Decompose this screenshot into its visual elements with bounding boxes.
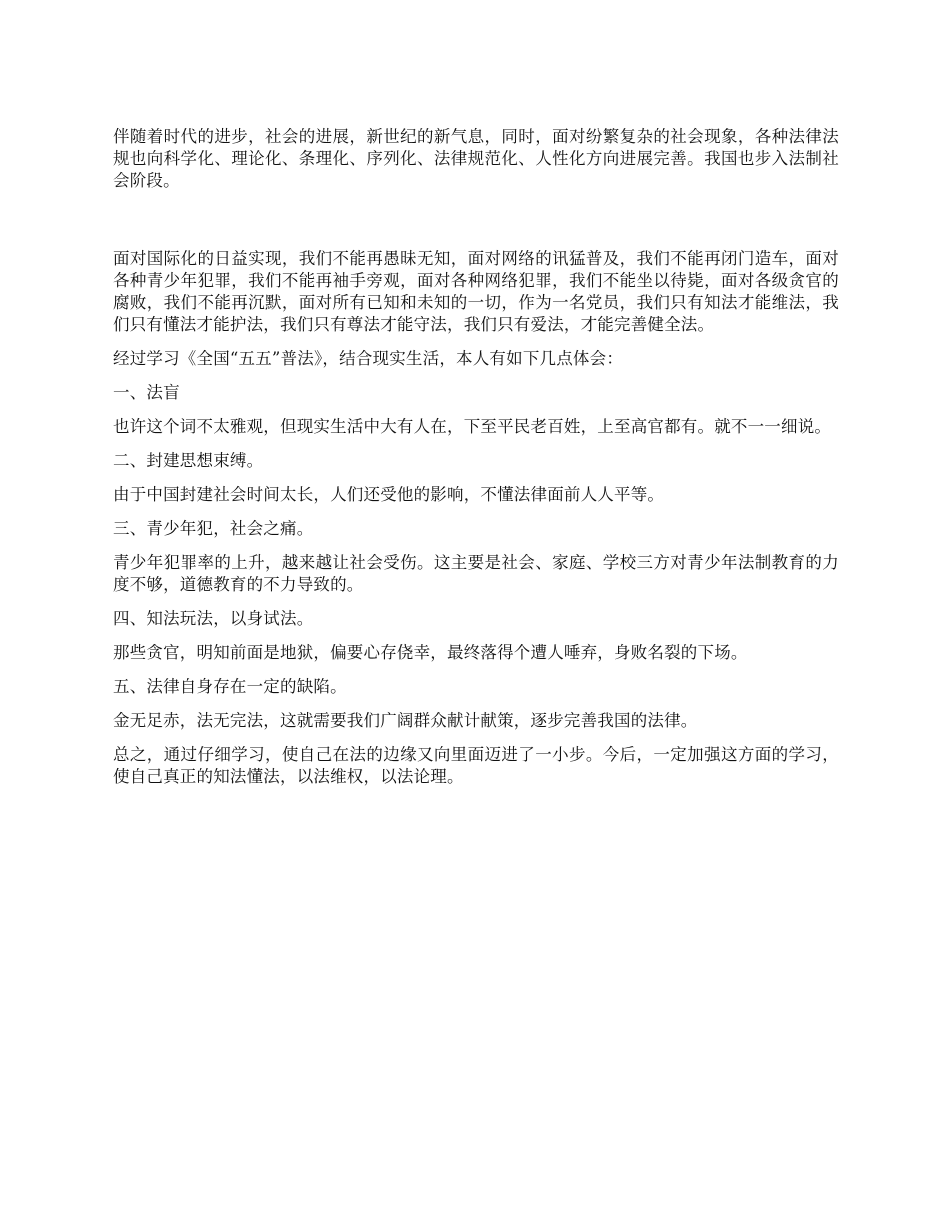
section-heading: 五、法律自身存在一定的缺陷。 bbox=[113, 677, 347, 696]
body-paragraph: 也许这个词不太雅观，但现实生活中大有人在，下至平民老百姓，上至高官都有。就不一一细说。 bbox=[113, 417, 832, 436]
intro-paragraph: 伴随着时代的进步，社会的进展，新世纪的新气息，同时，面对纷繁复杂的社会现象，各种法律法规也向科学化、理论化、条理化、序列化、法律规范化、人性化方向进展完善。我国也步入法制社会阶段。 bbox=[113, 127, 839, 190]
body-paragraph: 那些贪官，明知前面是地狱，偏要心存侥幸，最终落得个遭人唾弃，身败名裂的下场。 bbox=[113, 643, 748, 662]
body-paragraph: 金无足赤，法无完法，这就需要我们广阔群众献计献策，逐步完善我国的法律。 bbox=[113, 711, 698, 730]
section-heading: 三、青少年犯，社会之痛。 bbox=[113, 519, 314, 538]
document-body bbox=[113, 126, 839, 800]
section-heading: 一、法盲 bbox=[113, 383, 180, 402]
section-heading: 四、知法玩法，以身试法。 bbox=[113, 609, 314, 628]
body-paragraph: 经过学习《全国“五五”普法》，结合现实生活，本人有如下几点体会： bbox=[113, 349, 624, 368]
body-paragraph: 面对国际化的日益实现，我们不能再愚昧无知，面对网络的讯猛普及，我们不能再闭门造车，面对各种青少年犯罪，我们不能再袖手旁观，面对各种网络犯罪，我们不能坐以待毙，面对各级贪官的腐败，我们不能再沉默，面对所有已知和未知的一切，作为一名党员，我们只有知法才能维法，我们只有懂法才能护法，我们只有尊法才能守法，我们只有爱法，才能完善健全法。 bbox=[113, 249, 839, 334]
section-heading: 二、封建思想束缚。 bbox=[113, 451, 264, 470]
conclusion-paragraph: 总之，通过仔细学习，使自己在法的边缘又向里面迈进了一小步。今后，一定加强这方面的学习，使自己真正的知法懂法，以法维权，以法论理。 bbox=[113, 745, 839, 786]
body-paragraph: 青少年犯罪率的上升，越来越让社会受伤。这主要是社会、家庭、学校三方对青少年法制教育的力度不够，道德教育的不力导致的。 bbox=[113, 553, 839, 594]
body-paragraph: 由于中国封建社会时间太长，人们还受他的影响，不懂法律面前人人平等。 bbox=[113, 485, 665, 504]
